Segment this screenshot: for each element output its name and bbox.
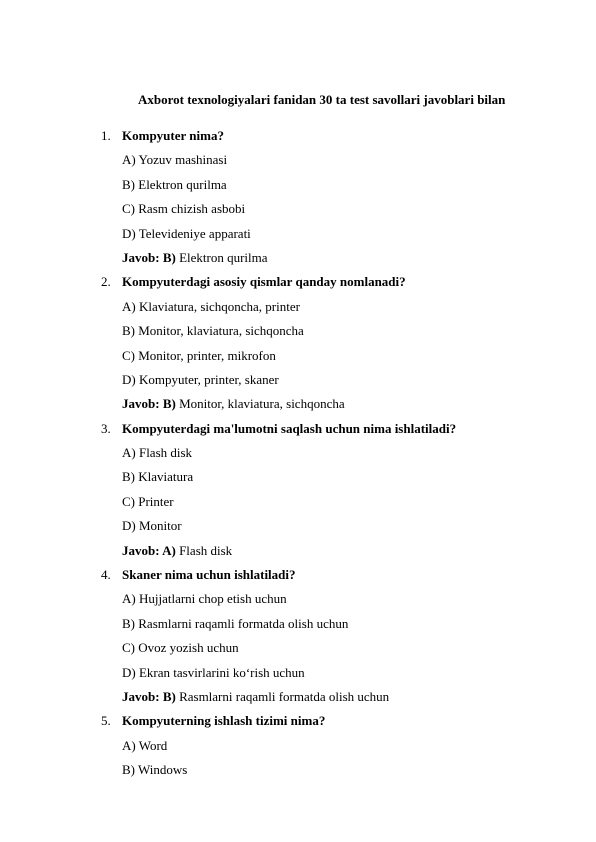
answer-option: A) Flash disk [122,445,193,461]
answer-option: C) Monitor, printer, mikrofon [122,347,276,363]
correct-answer [122,250,268,266]
answer-option: B) Elektron qurilma [122,176,227,192]
question-text: Kompyuter nima? [122,128,224,143]
answer-option: D) Televideniye apparati [122,225,251,241]
question-item [0,421,596,567]
answer-text: Monitor, klaviatura, sichqoncha [179,396,345,412]
question-list [0,128,596,787]
answer-option: C) Ovoz yozish uchun [122,640,239,656]
correct-answer [122,543,232,559]
question-item [0,713,596,786]
answer-label: Javob: B) [122,396,176,412]
question-text: Skaner nima uchun ishlatiladi? [122,567,296,583]
answer-option: A) Klaviatura, sichqoncha, printer [122,298,300,314]
answer-option: D) Kompyuter, printer, skaner [122,371,279,387]
question-text: Kompyuterning ishlash tizimi nima? [122,713,326,729]
question-number: 5. [101,713,111,729]
answer-option: A) Hujjatlarni chop etish uchun [122,591,287,607]
answer-option: D) Monitor [122,518,182,534]
answer-option: A) Word [122,737,168,753]
answer-option: B) Rasmlarni raqamli formatda olish uchun [122,615,349,631]
document-title: Axborot texnologiyalari fanidan 30 ta test savollari javoblari bilan [138,92,506,107]
question-item [0,567,596,713]
correct-answer [122,396,345,412]
answer-option: B) Windows [122,762,188,778]
question-number: 3. [101,420,111,436]
answer-label: Javob: B) [122,688,176,704]
answer-option: B) Monitor, klaviatura, sichqoncha [122,323,304,339]
answer-text: Elektron qurilma [179,249,268,265]
answer-text: Flash disk [179,542,233,558]
question-number: 2. [101,274,111,290]
correct-answer [122,689,389,705]
answer-label: Javob: B) [122,249,176,265]
question-text: Kompyuterdagi asosiy qismlar qanday nomlanadi? [122,274,406,290]
answer-option: C) Rasm chizish asbobi [122,201,246,217]
question-number: 1. [101,128,111,143]
answer-option: D) Ekran tasvirlarini ko‘rish uchun [122,664,305,680]
answer-option: C) Printer [122,493,174,509]
answer-text: Rasmlarni raqamli formatda olish uchun [179,688,390,704]
question-item [0,274,596,420]
question-item [0,128,596,274]
question-number: 4. [101,567,111,583]
answer-label: Javob: A) [122,542,176,558]
answer-option: A) Yozuv mashinasi [122,152,228,168]
question-text: Kompyuterdagi ma'lumotni saqlash uchun nima ishlatiladi? [122,420,457,436]
answer-option: B) Klaviatura [122,469,194,485]
